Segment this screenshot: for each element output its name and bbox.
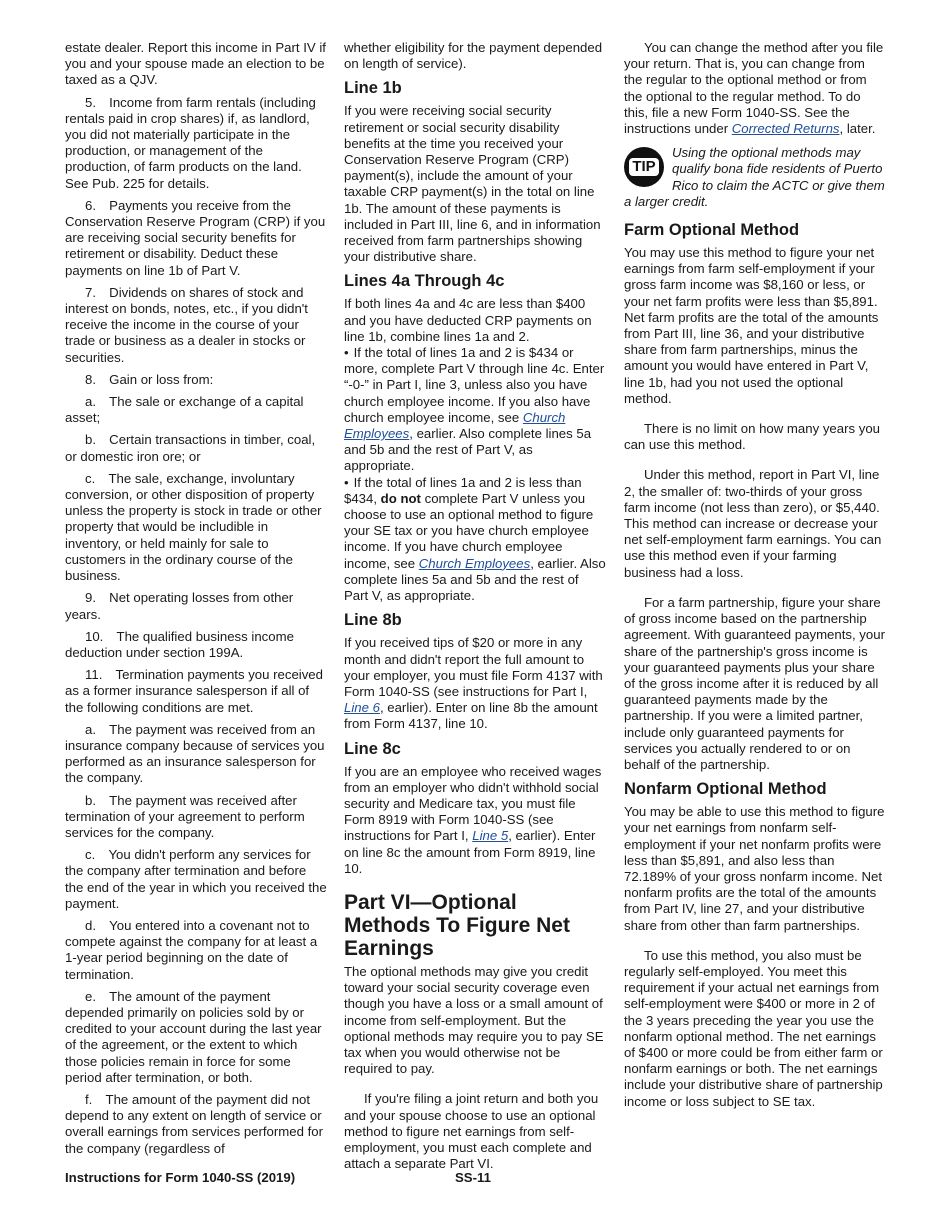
list-item-8a: a. The sale or exchange of a capital asset;	[65, 394, 304, 426]
bold-text: do not	[380, 490, 421, 506]
text: complete Part V unless you choose to use an optional method to figure your SE tax or you have church employee income. If you have church employee income, see	[344, 490, 594, 571]
bullet-item	[344, 475, 606, 605]
column-left	[65, 40, 327, 1163]
line-6-link[interactable]: Line 6	[344, 700, 380, 716]
paragraph: There is no limit on how many years you can use this method.	[624, 421, 881, 453]
list-item-11c: c. You didn't perform any services for the company after termination and before the end of the year in which you received the payment.	[65, 847, 327, 911]
paragraph: Under this method, report in Part VI, line 2, the smaller of: two-thirds of your gross farm income (not less than zero), or $5,440. This method can increase or decrease your net self-employment farm earnings. You can use this method even if your farming business had a loss.	[624, 467, 882, 580]
paragraph: For a farm partnership, figure your share of gross income based on the partnership agreement. With guaranteed payments, your share of the partnership's gross income is your guaranteed payments plus your share of the gross income after it is reduced by all guaranteed payments made by the partnership. If you were a limited partner, include only guaranteed payments for services you actually rendered to or on behalf of the partnership.	[624, 594, 885, 772]
church-employees-link[interactable]: Church Employees	[344, 409, 566, 442]
list-item-11f: f. The amount of the payment did not depend to any extent on length of service or overall earnings from services performed for the company (regardless of	[65, 1091, 323, 1156]
paragraph: You may be able to use this method to figure your net earnings from nonfarm self-employment if your net nonfarm profits were less than $5,891, and also less than 72.189% of your gross nonfarm income. Net nonfarm profits are the total of the amounts from Part IV, line 27, and your distributive share from other than farm partnerships.	[624, 804, 885, 933]
paragraph	[344, 764, 606, 877]
list-item-11a: a. The payment was received from an insurance company because of services you performed as an insurance salesperson for the company.	[65, 721, 325, 786]
column-middle	[344, 40, 606, 1178]
text: If the total of lines 1a and 2 is less than $434,	[344, 474, 582, 506]
text: If you are an employee who received wages from an employer who didn't withhold social security and Medicare tax, you must file Form 8919 with Form 1040-SS (see instructions for Part I,	[344, 763, 602, 844]
paragraph: whether eligibility for the payment depended on length of service).	[344, 40, 603, 72]
list-item-9: 9. Net operating losses from other years.	[65, 590, 294, 622]
list-item-11e: e. The amount of the payment depended primarily on policies sold by or credited to your account during the last year of the agreement, or the extent to which those policies remain in force for some period after termination, or both.	[65, 988, 322, 1085]
heading-lines-4a-4c: Lines 4a Through 4c	[344, 272, 505, 291]
list-item-7: 7. Dividends on shares of stock and interest on bonds, notes, etc., if you didn't receive the income in the course of your trade or business as a dealer in stocks or securities.	[65, 284, 308, 365]
list-item-8: 8. Gain or loss from:	[85, 371, 214, 387]
column-right	[624, 40, 886, 1116]
page-number: SS-11	[455, 1170, 491, 1185]
text: , later.	[839, 121, 876, 137]
list-item-8b: b. Certain transactions in timber, coal, or domestic iron ore; or	[65, 432, 316, 464]
text: , earlier. Also complete lines 5a and 5b and the rest of Part V, as appropriate.	[344, 555, 606, 604]
tip-box	[624, 145, 886, 210]
paragraph: If both lines 4a and 4c are less than $400 and you have deducted CRP payments on line 1b, combine lines 1a and 2.	[344, 296, 592, 344]
list-item-11b: b. The payment was received after termination of your agreement to perform services for the company.	[65, 792, 305, 840]
text: If you received tips of $20 or more in any month and didn't report the full amount to your employer, you must file Form 4137 with Form 1040-SS (see instructions for Part I,	[344, 635, 603, 699]
text: , earlier. Also complete lines 5a and 5b and the rest of Part V, as appropriate.	[344, 426, 592, 474]
list-item-5: 5. Income from farm rentals (including rentals paid in crop shares) if, as landlord, you did not materially participate in the production, or management of the production, of farm products on the land. See Pub. 225 for details.	[65, 94, 316, 191]
line-5-link[interactable]: Line 5	[472, 828, 509, 844]
text: , earlier). Enter on line 8c the amount from Form 8919, line 10.	[344, 828, 596, 876]
text: , earlier). Enter on line 8b the amount from Form 4137, line 10.	[344, 700, 598, 732]
list-item-11d: d. You entered into a covenant not to compete against the company for at least a 1-year period beginning on the date of termination.	[65, 917, 318, 982]
heading-part-vi: Part VI—Optional Methods To Figure Net Earnings	[344, 890, 570, 960]
text: You can change the method after you file your return. That is, you can change from the regular to the optional method or from the optional to the regular method. To do this, file a new Form 1040-SS. See the instructions under	[624, 40, 884, 137]
heading-line-8b: Line 8b	[344, 611, 402, 630]
paragraph: The optional methods may give you credit toward your social security coverage even though you have a loss or a small amount of income from self-employment. But the optional methods may require you to pay SE tax when you would otherwise not be required to pay.	[344, 963, 604, 1077]
footer-form-title: Instructions for Form 1040-SS (2019)	[65, 1170, 296, 1185]
church-employees-link[interactable]: Church Employees	[418, 555, 531, 571]
heading-nonfarm-optional-method: Nonfarm Optional Method	[624, 780, 827, 799]
heading-line-1b: Line 1b	[344, 79, 402, 98]
paragraph: You may use this method to figure your net earnings from farm self-employment if your gross farm income was $8,160 or less, or your net farm profits were less than $5,891. Net farm profits are the total of the amounts from Part III, line 36, and your distributive share from farm partnerships, minus the amount you would have entered in Part V, line 1b, had you not used the optional method.	[624, 245, 879, 406]
tip-label: TIP	[629, 158, 658, 176]
heading-line-8c: Line 8c	[344, 739, 401, 758]
list-item-8c: c. The sale, exchange, involuntary conversion, or other disposition of property unless the property is stock in trade or other property that would be includible in inventory, or held mainly for sale to customers in the ordinary course of the business.	[65, 470, 322, 584]
paragraph	[624, 40, 886, 137]
text: If the total of lines 1a and 2 is $434 or more, complete Part V through line 4c. Enter “-0-” in Part I, line 3, unless also you have church employee income. If you also have church employee income, see	[344, 345, 605, 425]
corrected-returns-link[interactable]: Corrected Returns	[731, 121, 840, 137]
paragraph: estate dealer. Report this income in Part IV if you and your spouse made an election to be taxed as a QJV.	[65, 40, 326, 88]
list-item-11: 11. Termination payments you received as a former insurance salesperson if all of the following conditions are met.	[65, 667, 323, 715]
paragraph	[344, 635, 606, 732]
list-item-10: 10. The qualified business income deduction under section 199A.	[65, 628, 294, 660]
tip-icon	[624, 147, 664, 187]
paragraph: To use this method, you also must be regularly self-employed. You meet this requirement if your actual net earnings from self-employment were $400 or more in 2 of the 3 years preceding the year you use the nonfarm optional method. The net earnings of $400 or more could be from either farm or nonfarm earnings or both. The net earnings include your distributive share of partnership income or loss subject to SE tax.	[624, 947, 883, 1109]
paragraph: If you were receiving social security retirement or social security disability benefits at the time you received your Conservation Reserve Program (CRP) payment(s), include the amount of your taxable CRP payment(s) in the total on line 1b. The amount of these payments is included in Part III, line 6, and in information received from farm partnerships showing your distributive share.	[344, 103, 601, 265]
bullet-item	[344, 345, 606, 475]
paragraph: If you're filing a joint return and both you and your spouse choose to use an optional method to figure net earnings from self-employment, you must each complete and attach a separate Part VI.	[344, 1091, 599, 1172]
tip-text: Using the optional methods may qualify bona fide residents of Puerto Rico to claim the ACTC or give them a larger credit.	[624, 145, 885, 209]
heading-farm-optional-method: Farm Optional Method	[624, 221, 800, 240]
list-item-6: 6. Payments you receive from the Conservation Reserve Program (CRP) if you are receiving social security benefits for retirement or disability. Deduct these payments on line 1b of Part V.	[65, 197, 326, 278]
